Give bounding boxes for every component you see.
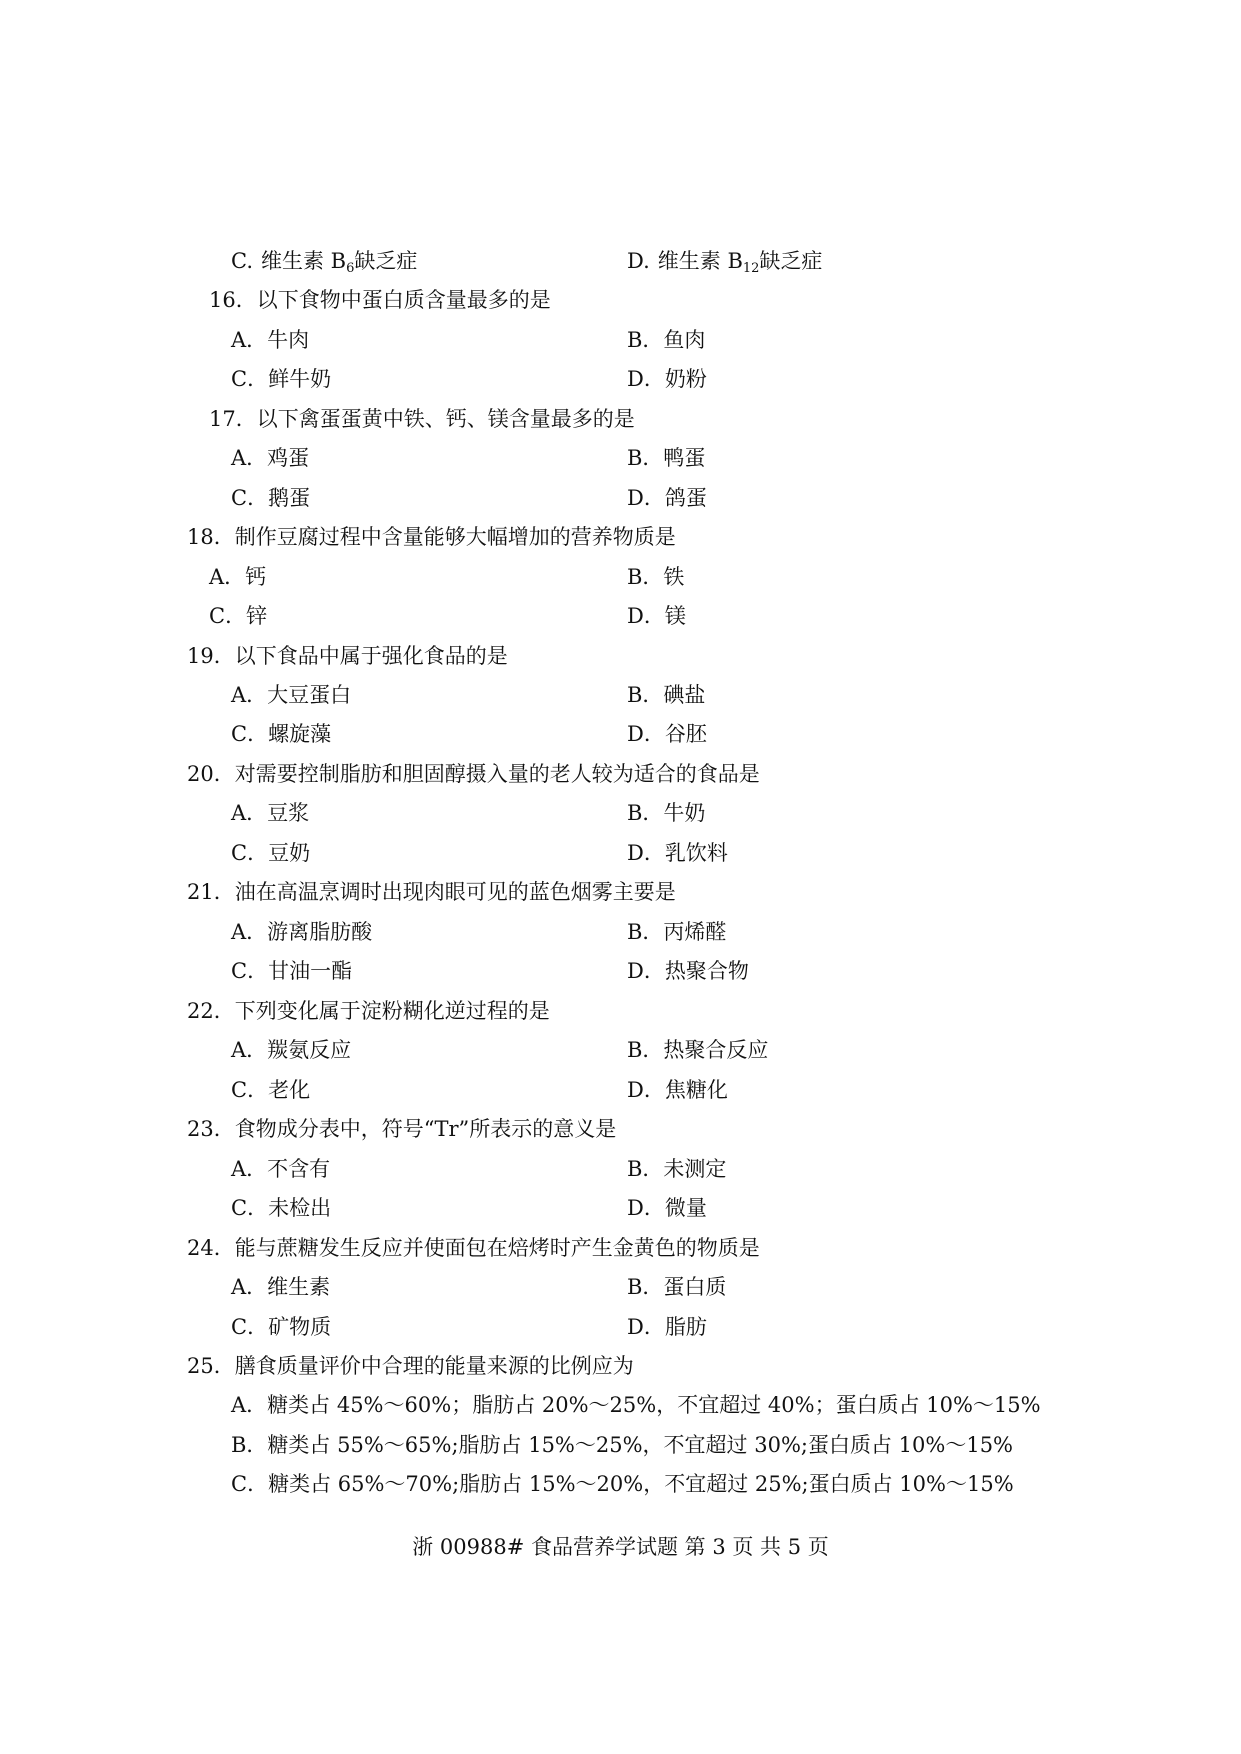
question-25-option-b: B．糖类占 55%～65%;脂肪占 15%～25%，不宜超过 30%;蛋白质占 10%～15%: [231, 1433, 1014, 1457]
option-text-suffix: 缺乏症: [759, 249, 823, 273]
option-text-suffix: 缺乏症: [354, 249, 418, 273]
question-24-option-b: B．蛋白质: [627, 1275, 727, 1299]
question-18-option-b: B．铁: [627, 565, 685, 589]
option-text: 维生素 B: [657, 249, 743, 273]
question-22-option-a: A．羰氨反应: [231, 1038, 352, 1062]
question-24-option-a: A．维生素: [231, 1275, 331, 1299]
question-18-option-c: C．锌: [209, 604, 268, 628]
question-23-option-a: A．不含有: [231, 1157, 331, 1181]
question-21-stem: 21．油在高温烹调时出现肉眼可见的蓝色烟雾主要是: [187, 880, 676, 904]
question-22-option-d: D．焦糖化: [627, 1078, 728, 1102]
question-23-option-c: C．未检出: [231, 1196, 332, 1220]
question-16-option-d: D．奶粉: [627, 367, 707, 391]
question-22-option-b: B．热聚合反应: [627, 1038, 769, 1062]
question-25-option-a: A．糖类占 45%～60%；脂肪占 20%～25%，不宜超过 40%；蛋白质占 10%～15%: [231, 1393, 1041, 1417]
question-23-stem: 23．食物成分表中，符号“Tr”所表示的意义是: [187, 1117, 617, 1141]
question-18-stem: 18．制作豆腐过程中含量能够大幅增加的营养物质是: [187, 525, 676, 549]
question-17-option-a: A．鸡蛋: [231, 446, 310, 470]
option-label: D.: [627, 249, 650, 273]
question-23-option-d: D．微量: [627, 1196, 707, 1220]
option-text: 维生素 B: [261, 249, 347, 273]
option-c-vitamin-b6: [231, 241, 417, 281]
question-20-option-d: D．乳饮料: [627, 841, 728, 865]
question-19-option-a: A．大豆蛋白: [231, 683, 352, 707]
question-19-stem: 19．以下食品中属于强化食品的是: [187, 644, 508, 668]
question-23-option-b: B．未测定: [627, 1157, 727, 1181]
question-16-option-b: B．鱼肉: [627, 328, 706, 352]
question-18-option-d: D．镁: [627, 604, 686, 628]
option-d-vitamin-b12: [627, 241, 822, 281]
question-20-option-b: B．牛奶: [627, 801, 706, 825]
question-18-option-a: A．钙: [209, 565, 267, 589]
question-16-option-a: A．牛肉: [231, 328, 310, 352]
question-25-stem: 25．膳食质量评价中合理的能量来源的比例应为: [187, 1354, 634, 1378]
option-subscript: 6: [346, 261, 355, 276]
question-17-stem: 17．以下禽蛋蛋黄中铁、钙、镁含量最多的是: [209, 407, 635, 431]
question-16-option-c: C．鲜牛奶: [231, 367, 332, 391]
question-21-option-c: C．甘油一酯: [231, 959, 353, 983]
question-21-option-d: D．热聚合物: [627, 959, 749, 983]
question-17-option-d: D．鸽蛋: [627, 486, 707, 510]
question-20-option-a: A．豆浆: [231, 801, 310, 825]
page-footer: 浙 00988# 食品营养学试题 第 3 页 共 5 页: [412, 1535, 829, 1559]
question-21-option-b: B．丙烯醛: [627, 920, 727, 944]
question-22-stem: 22．下列变化属于淀粉糊化逆过程的是: [187, 999, 550, 1023]
question-19-option-c: C．螺旋藻: [231, 722, 332, 746]
question-19-option-d: D．谷胚: [627, 722, 707, 746]
question-22-option-c: C．老化: [231, 1078, 311, 1102]
question-21-option-a: A．游离脂肪酸: [231, 920, 373, 944]
option-label: C.: [231, 249, 253, 273]
question-17-option-b: B．鸭蛋: [627, 446, 706, 470]
option-subscript: 12: [742, 261, 760, 276]
question-19-option-b: B．碘盐: [627, 683, 706, 707]
question-24-stem: 24．能与蔗糖发生反应并使面包在焙烤时产生金黄色的物质是: [187, 1236, 760, 1260]
question-17-option-c: C．鹅蛋: [231, 486, 311, 510]
question-20-option-c: C．豆奶: [231, 841, 311, 865]
question-24-option-c: C．矿物质: [231, 1315, 332, 1339]
question-25-option-c: C．糖类占 65%～70%;脂肪占 15%～20%，不宜超过 25%;蛋白质占 10%～15%: [231, 1472, 1014, 1496]
question-20-stem: 20．对需要控制脂肪和胆固醇摄入量的老人较为适合的食品是: [187, 762, 760, 786]
question-24-option-d: D．脂肪: [627, 1315, 707, 1339]
question-16-stem: 16．以下食物中蛋白质含量最多的是: [209, 288, 551, 312]
